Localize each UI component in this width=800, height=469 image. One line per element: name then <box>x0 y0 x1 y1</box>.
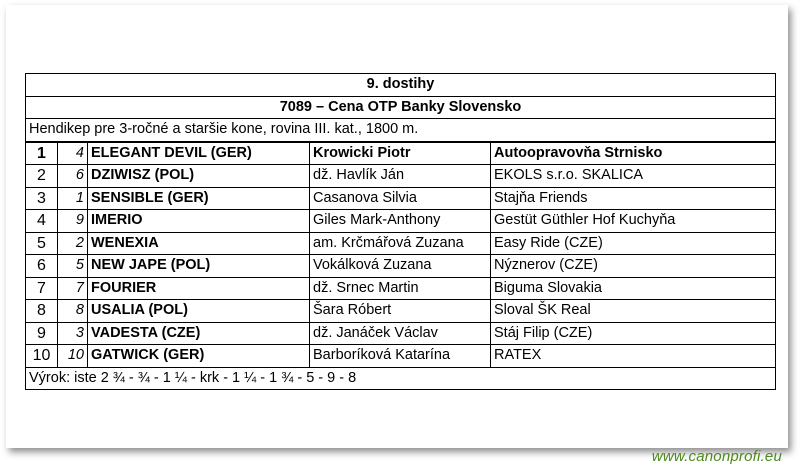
race-conditions: Hendikep pre 3-ročné a staršie kone, rovina III. kat., 1800 m. <box>26 119 776 142</box>
horse-name: NEW JAPE (POL) <box>88 255 310 278</box>
owner-name: RATEX <box>491 345 776 368</box>
race-name: 7089 – Cena OTP Banky Slovensko <box>26 96 776 119</box>
horse-name: WENEXIA <box>88 232 310 255</box>
owner-name: EKOLS s.r.o. SKALICA <box>491 165 776 188</box>
finish-position: 2 <box>26 165 58 188</box>
owner-name: Easy Ride (CZE) <box>491 232 776 255</box>
start-number: 6 <box>58 165 88 188</box>
owner-name: Autoopravovňa Strnisko <box>491 142 776 165</box>
jockey-name: Krowicki Piotr <box>310 142 491 165</box>
owner-name: Nýznerov (CZE) <box>491 255 776 278</box>
finish-position: 7 <box>26 277 58 300</box>
start-number: 7 <box>58 277 88 300</box>
result-row <box>26 232 776 255</box>
race-title: 9. dostihy <box>26 74 776 97</box>
race-title-row <box>26 74 776 97</box>
horse-name: SENSIBLE (GER) <box>88 187 310 210</box>
race-margins: Výrok: iste 2 ¾ - ¾ - 1 ¼ - krk - 1 ¼ - 1 ¾ - 5 - 9 - 8 <box>26 367 776 390</box>
start-number: 1 <box>58 187 88 210</box>
owner-name: Stáj Filip (CZE) <box>491 322 776 345</box>
owner-name: Stajňa Friends <box>491 187 776 210</box>
jockey-name: dž. Janáček Václav <box>310 322 491 345</box>
result-row <box>26 187 776 210</box>
jockey-name: Šara Róbert <box>310 300 491 323</box>
race-conditions-row <box>26 119 776 142</box>
race-name-row <box>26 96 776 119</box>
owner-name: Biguma Slovakia <box>491 277 776 300</box>
jockey-name: dž. Srnec Martin <box>310 277 491 300</box>
horse-name: ELEGANT DEVIL (GER) <box>88 142 310 165</box>
start-number: 8 <box>58 300 88 323</box>
owner-name: Gestüt Güthler Hof Kuchyňa <box>491 210 776 233</box>
finish-position: 3 <box>26 187 58 210</box>
jockey-name: am. Krčmářová Zuzana <box>310 232 491 255</box>
jockey-name: Vokálková Zuzana <box>310 255 491 278</box>
result-row <box>26 277 776 300</box>
jockey-name: Giles Mark-Anthony <box>310 210 491 233</box>
start-number: 10 <box>58 345 88 368</box>
result-row <box>26 165 776 188</box>
start-number: 3 <box>58 322 88 345</box>
finish-position: 4 <box>26 210 58 233</box>
start-number: 9 <box>58 210 88 233</box>
horse-name: USALIA (POL) <box>88 300 310 323</box>
finish-position: 10 <box>26 345 58 368</box>
jockey-name: Casanova Silvia <box>310 187 491 210</box>
jockey-name: dž. Havlík Ján <box>310 165 491 188</box>
result-row <box>26 255 776 278</box>
horse-name: DZIWISZ (POL) <box>88 165 310 188</box>
margins-row <box>26 367 776 390</box>
horse-name: FOURIER <box>88 277 310 300</box>
finish-position: 5 <box>26 232 58 255</box>
jockey-name: Barboríková Katarína <box>310 345 491 368</box>
results-rows <box>26 142 776 368</box>
horse-name: GATWICK (GER) <box>88 345 310 368</box>
horse-name: VADESTA (CZE) <box>88 322 310 345</box>
finish-position: 9 <box>26 322 58 345</box>
horse-name: IMERIO <box>88 210 310 233</box>
start-number: 5 <box>58 255 88 278</box>
result-row <box>26 322 776 345</box>
finish-position: 1 <box>26 142 58 165</box>
result-row <box>26 142 776 165</box>
start-number: 2 <box>58 232 88 255</box>
result-row <box>26 345 776 368</box>
watermark-text: www.canonprofi.eu <box>651 448 782 465</box>
finish-position: 8 <box>26 300 58 323</box>
result-row <box>26 300 776 323</box>
finish-position: 6 <box>26 255 58 278</box>
race-results-table <box>25 73 776 390</box>
start-number: 4 <box>58 142 88 165</box>
owner-name: Sloval ŠK Real <box>491 300 776 323</box>
result-row <box>26 210 776 233</box>
